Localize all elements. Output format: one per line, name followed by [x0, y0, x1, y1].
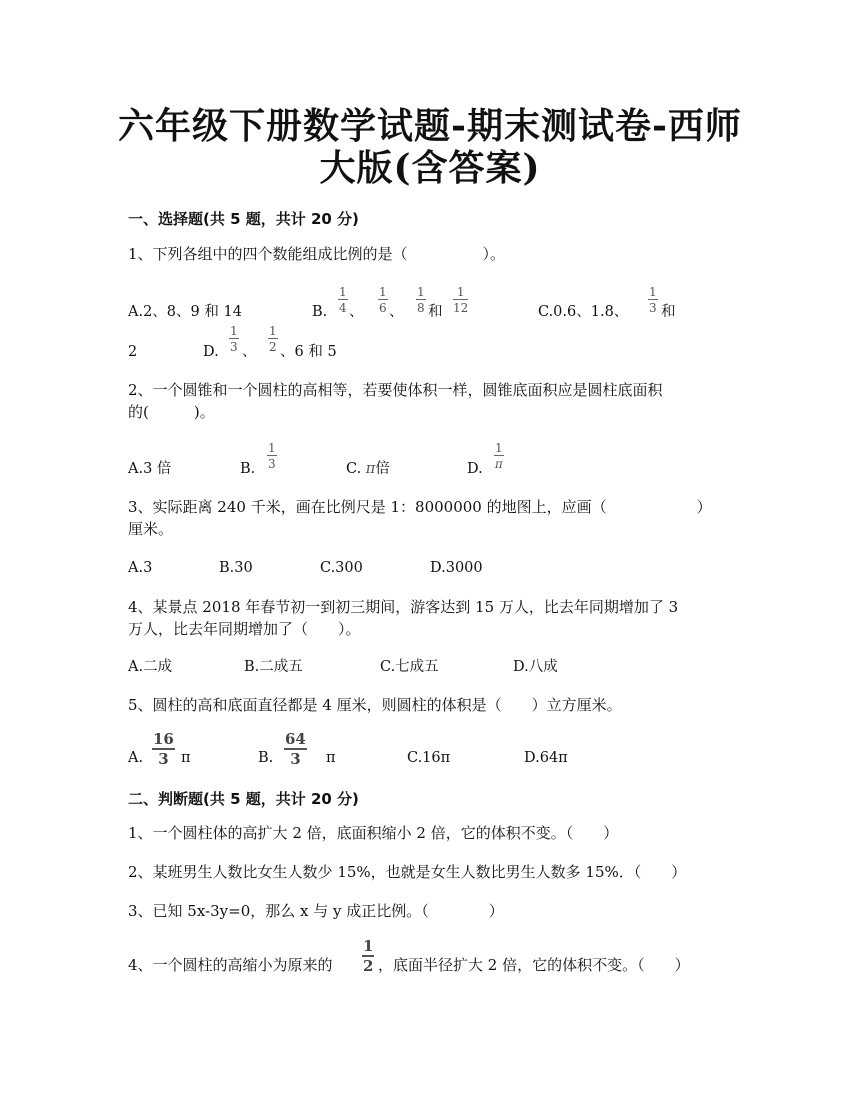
judgement-4-suffix: ，底面半径扩大 2 倍，它的体积不变。（ ）	[378, 956, 690, 974]
q2-option-d-label: D.	[467, 461, 483, 477]
q1-c-continuation: 2	[128, 344, 138, 360]
q1-d-fraction-2: 1 2	[269, 324, 277, 354]
q1-option-a: A.2、8、9 和 14	[128, 304, 242, 320]
q2-b-fraction: 1 3	[268, 441, 276, 471]
q5-option-a-label: A.	[128, 750, 144, 766]
q3-option-d: D.3000	[430, 560, 483, 576]
q1-b-fraction-3: 1 8	[417, 285, 425, 315]
question-2-stem-cont: 的( )。	[128, 403, 215, 421]
question-2-stem: 2、一个圆锥和一个圆柱的高相等，若要使体积一样，圆锥底面积应是圆柱底面积	[128, 381, 663, 399]
q1-d-separator: 、	[242, 344, 257, 360]
q1-c-fraction: 1 3	[649, 285, 657, 315]
q1-d-fraction-1: 1 3	[230, 324, 238, 354]
section-heading-choice: 一、选择题(共 5 题，共计 20 分)	[128, 210, 359, 228]
document-title-line2: 大版(含答案)	[319, 147, 541, 189]
q4-option-b: B.二成五	[244, 659, 303, 675]
section-heading-judgement: 二、判断题(共 5 题，共计 20 分)	[128, 790, 359, 808]
judgement-3: 3、已知 5x-3y=0，那么 x 与 y 成正比例。（ ）	[128, 902, 504, 920]
q1-b-fraction-2: 1 6	[379, 285, 387, 315]
pi-symbol: π	[181, 750, 191, 766]
q1-b-separator: 和	[428, 304, 443, 320]
question-4-stem: 4、某景点 2018 年春节初一到初三期间，游客达到 15 万人，比去年同期增加了 3	[128, 598, 679, 616]
q5-option-c: C.16π	[407, 750, 451, 766]
q2-option-b-label: B.	[240, 461, 256, 477]
q3-option-a: A.3	[128, 560, 153, 576]
judgement-1: 1、一个圆柱体的高扩大 2 倍，底面积缩小 2 倍，它的体积不变。（ ）	[128, 824, 619, 842]
q1-option-b-label: B.	[312, 304, 328, 320]
q5-option-b-label: B.	[258, 750, 274, 766]
judgement-4-prefix: 4、一个圆柱的高缩小为原来的	[128, 956, 333, 974]
q2-option-a: A.3 倍	[128, 461, 172, 477]
q4-option-d: D.八成	[513, 659, 558, 675]
q2-option-c-label	[346, 462, 390, 477]
q2-c-suffix: 倍	[375, 461, 390, 477]
pi-symbol: π	[326, 750, 336, 766]
q1-b-separator: 、	[389, 304, 404, 320]
q1-option-d-label: D.	[203, 344, 219, 360]
q2-c-prefix: C.	[346, 461, 362, 477]
question-3-stem: 3、实际距离 240 千米，画在比例尺是 1：8000000 的地图上，应画（ ）	[128, 498, 712, 516]
q4-option-a: A.二成	[128, 659, 173, 675]
judgement-4-fraction: 1 2	[363, 937, 374, 975]
question-4-stem-cont: 万人，比去年同期增加了（ ）。	[128, 620, 361, 638]
q1-b-fraction-1: 1 4	[339, 285, 347, 315]
q1-c-suffix: 和	[661, 304, 676, 320]
q5-option-d: D.64π	[524, 750, 568, 766]
q3-option-c: C.300	[320, 560, 363, 576]
q5-b-fraction: 64 3	[285, 730, 306, 768]
pi-symbol: π	[365, 461, 376, 477]
q4-option-c: C.七成五	[380, 659, 439, 675]
question-5-stem: 5、圆柱的高和底面直径都是 4 厘米，则圆柱的体积是（ ）立方厘米。	[128, 696, 622, 714]
q2-d-fraction: 1 π	[494, 441, 503, 471]
document-title-line1: 六年级下册数学试题-期末测试卷-西师	[118, 105, 742, 147]
q3-option-b: B.30	[219, 560, 253, 576]
q5-a-fraction: 16 3	[153, 730, 174, 768]
question-1-stem: 1、下列各组中的四个数能组成比例的是（ ）。	[128, 245, 506, 263]
q1-b-fraction-4: 1 12	[453, 285, 469, 315]
q1-option-c-label: C.0.6、1.8、	[538, 304, 629, 320]
q1-b-separator: 、	[349, 304, 364, 320]
q1-d-suffix: 、6 和 5	[280, 344, 337, 360]
judgement-2: 2、某班男生人数比女生人数少 15%，也就是女生人数比男生人数多 15%．（ ）	[128, 863, 687, 881]
question-3-stem-cont: 厘米。	[128, 520, 174, 538]
